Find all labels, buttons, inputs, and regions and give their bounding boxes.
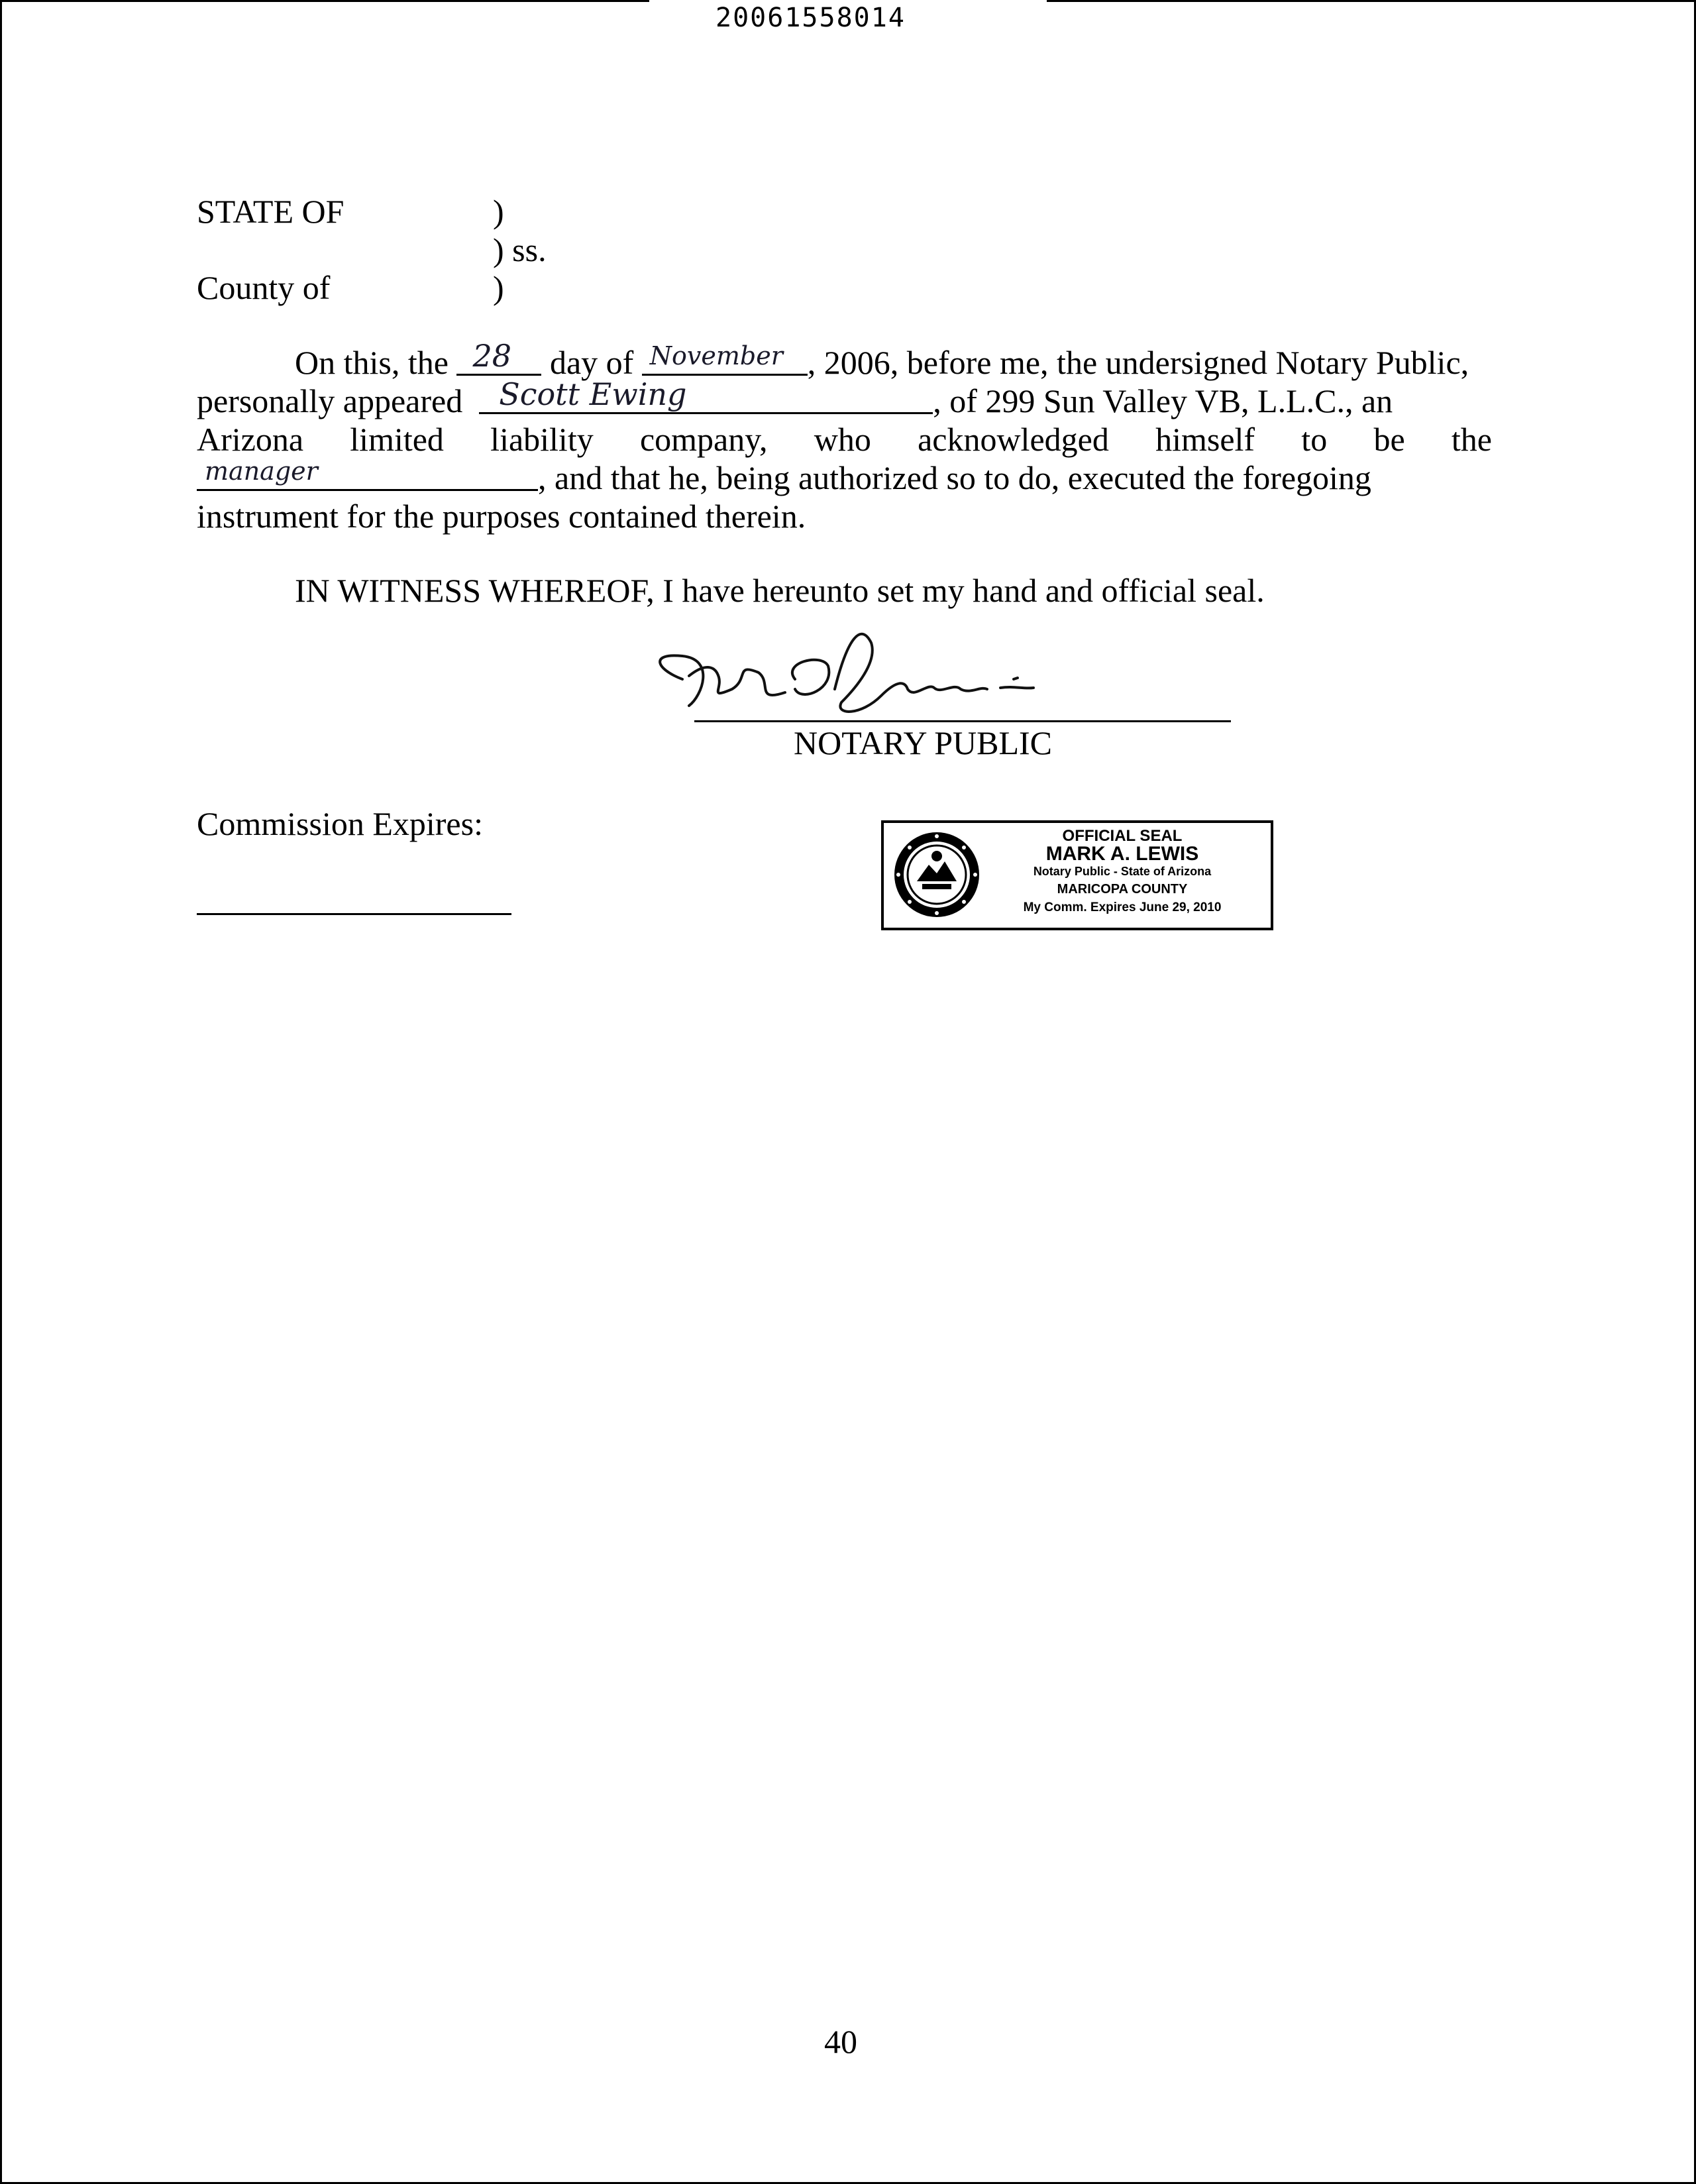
ack-text: instrument for the purposes contained therein. — [197, 498, 806, 535]
ack-text: day of — [549, 344, 634, 381]
ss-label: ) ss. — [493, 231, 547, 268]
title-blank — [197, 459, 538, 491]
seal-line-2: MARK A. LEWIS — [1045, 843, 1199, 865]
acknowledgment-paragraph — [197, 338, 1492, 535]
top-border-left — [0, 0, 649, 2]
ack-line-5 — [197, 497, 1492, 535]
ack-word: the — [1451, 421, 1492, 458]
ack-line-1 — [197, 338, 1492, 382]
seal-text — [983, 827, 1261, 916]
day-handwritten: 28 — [472, 338, 511, 374]
month-handwritten: November — [649, 341, 783, 370]
title-handwritten: manager — [205, 457, 318, 486]
ack-word: to — [1301, 421, 1328, 458]
ack-text: , and that he, being authorized so to do, executed the foregoing — [538, 459, 1371, 496]
county-of-label: County of — [197, 269, 331, 306]
notary-signature — [643, 616, 1239, 722]
notary-public-caption: NOTARY PUBLIC — [794, 724, 1053, 761]
seal-line-3: Notary Public - State of Arizona — [1033, 865, 1212, 878]
commission-expires-line — [197, 913, 511, 915]
ack-word: acknowledged — [918, 421, 1109, 458]
ack-text: On this, the — [295, 344, 449, 381]
name-blank — [479, 376, 933, 414]
seal-line-1: OFFICIAL SEAL — [1062, 827, 1183, 845]
official-seal-stamp — [881, 820, 1273, 930]
ack-word: himself — [1155, 421, 1255, 458]
month-blank — [642, 343, 808, 376]
ack-word: be — [1373, 421, 1405, 458]
day-blank — [456, 338, 541, 376]
top-border-right — [1047, 0, 1696, 2]
seal-line-4: MARICOPA COUNTY — [1057, 882, 1188, 897]
ack-line-3 — [197, 420, 1492, 459]
signature-line — [694, 720, 1231, 722]
recording-number: 20061558014 — [716, 3, 906, 33]
seal-line-5: My Comm. Expires June 29, 2010 — [1023, 901, 1222, 914]
ack-word: Arizona — [197, 421, 304, 458]
ack-word: limited — [350, 421, 444, 458]
ack-word: liability — [490, 421, 594, 458]
state-seal-emblem-icon — [890, 828, 983, 921]
page-number: 40 — [824, 2023, 857, 2060]
ack-word: company, — [639, 421, 768, 458]
witness-text: IN WITNESS WHEREOF, I have hereunto set my hand and official seal. — [295, 572, 1265, 609]
ack-word: who — [814, 421, 871, 458]
left-border — [0, 0, 2, 2184]
ack-line-4 — [197, 459, 1492, 497]
ack-text: , 2006, before me, the undersigned Notary Public, — [807, 344, 1469, 381]
venue-paren-1: ) — [493, 193, 504, 230]
ack-text: , of 299 Sun Valley VB, L.L.C., an — [933, 382, 1393, 419]
venue-paren-3: ) — [493, 269, 504, 306]
name-handwritten: Scott Ewing — [499, 376, 687, 412]
ack-line-2 — [197, 376, 1492, 420]
commission-expires-label: Commission Expires: — [197, 805, 483, 842]
ack-text: personally appeared — [197, 382, 463, 419]
state-of-label: STATE OF — [197, 193, 344, 230]
